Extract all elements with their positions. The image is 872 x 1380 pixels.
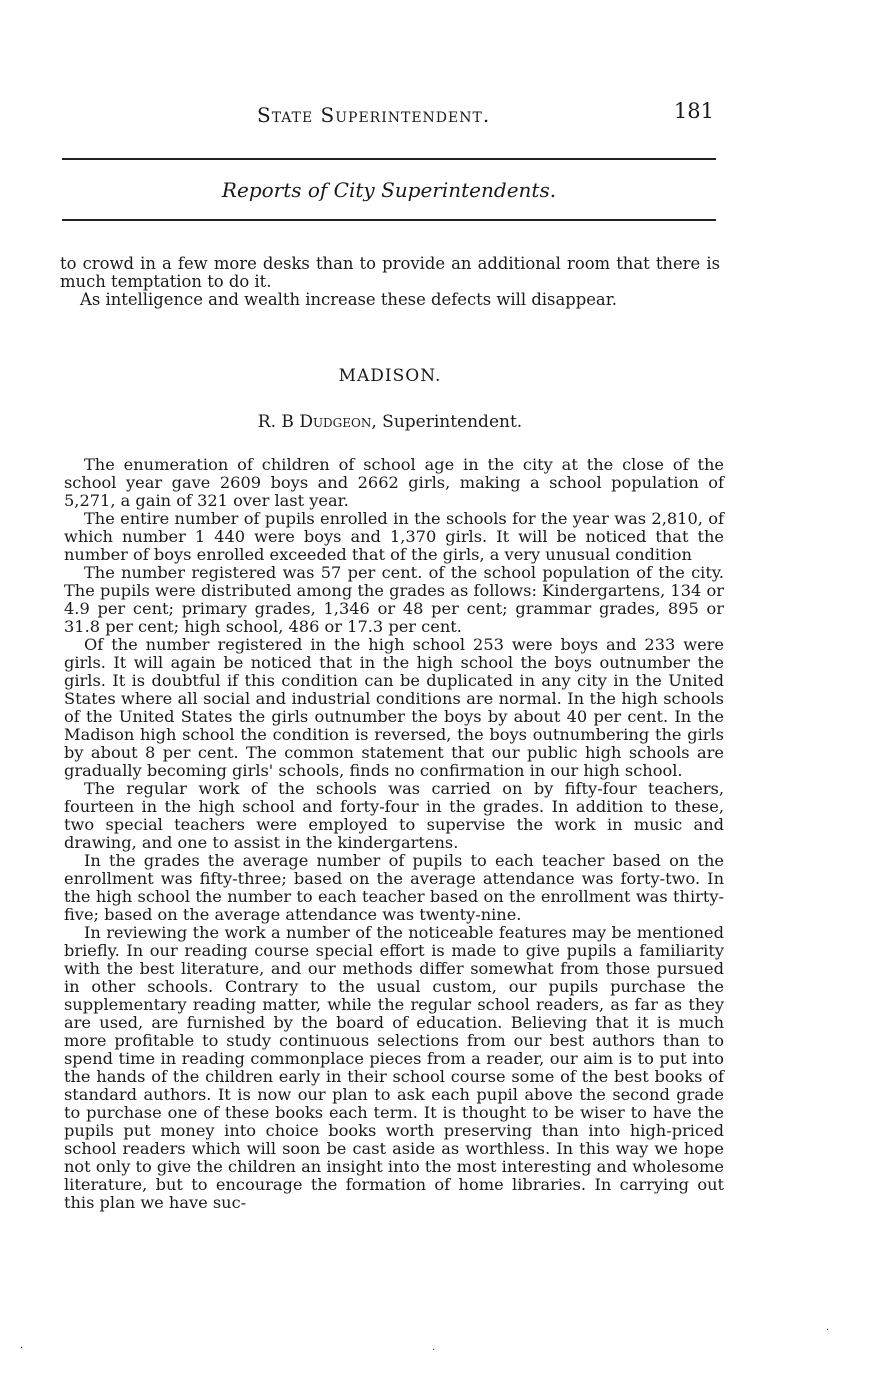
margin-speck: · xyxy=(20,1343,24,1354)
paragraph: In reviewing the work a number of the noticeable features may be mentioned briefly. In our reading course special effort is made to give pupils a familiarity with the best literature, and our methods differ somewhat from those pursued in other schools. Contrary to the usual custom, our pupils purchase the supplementary reading matter, while the regular school readers, as far as they are used, are furnished by the board of education. Believing that it is much more profitable to study continuous selections from our best authors than to spend time in reading commonplace pieces from a reader, our aim is to put into the hands of the children early in their school course some of the best books of standard authors. It is now our plan to ask each pupil above the second grade to purchase one of these books each term. It is thought to be wiser to have the pupils put money into choice books worth preserving than into high-priced school readers which will soon be cast aside as worthless. In this way we hope not only to give the children an insight into the most interesting and wholesome literature, but to encourage the formation of home libraries. In carrying out this plan we have suc- xyxy=(64,923,724,1212)
paragraph: The enumeration of children of school age in the city at the close of the school year gave 2609 boys and 2662 girls, making a school population of 5,271, a gain of 321 over last year. xyxy=(64,455,724,510)
intro-text xyxy=(60,255,720,309)
top-rule xyxy=(62,158,716,160)
running-title: State Superintendent. xyxy=(257,103,491,127)
paragraph: The number registered was 57 per cent. of the school population of the city. The pupils were distributed among the grades as follows: Kindergartens, 134 or 4.9 per cent; primary grades, 1,346 or 48 per cent; grammar grades, 895 or 31.8 per cent; high school, 486 or 17.3 per cent. xyxy=(64,563,724,636)
byline-name: Dudgeon, xyxy=(299,412,377,432)
paragraph: The regular work of the schools was carried on by fifty-four teachers, fourteen in the high school and forty-four in the grades. In addition to these, two special teachers were employed to supervise the work in music and drawing, and one to assist in the kindergartens. xyxy=(64,779,724,852)
page-number: 181 xyxy=(673,99,714,123)
intro-paragraph: to crowd in a few more desks than to provide an additional room that there is much temptation to do it. xyxy=(60,254,720,292)
city-heading: MADISON. xyxy=(338,366,442,386)
running-head xyxy=(60,99,720,129)
byline-title: Superintendent. xyxy=(376,412,523,432)
margin-speck: · xyxy=(826,1325,830,1336)
margin-speck: · xyxy=(432,1345,436,1356)
section-heading: Reports of City Superintendents. xyxy=(221,178,557,202)
byline-initials: R. B xyxy=(257,412,294,432)
paragraph: Of the number registered in the high school 253 were boys and 233 were girls. It will again be noticed that in the high school the boys outnumber the girls. It is doubtful if this condition can be duplicated in any city in the United States where all social and industrial conditions are normal. In the high schools of the United States the girls outnumber the boys by about 40 per cent. In the Madison high school the condition is reversed, the boys outnumbering the girls by about 8 per cent. The common statement that our public high schools are gradually becoming girls' schools, finds no confirmation in our high school. xyxy=(64,635,724,780)
byline xyxy=(60,412,720,432)
paragraph: The entire number of pupils enrolled in the schools for the year was 2,810, of which number 1 440 were boys and 1,370 girls. It will be noticed that the number of boys enrolled exceeded that of the girls, a very unusual condition xyxy=(64,509,724,564)
report-body xyxy=(64,456,724,1212)
intro-paragraph: As intelligence and wealth increase these defects will disappear. xyxy=(80,290,617,310)
paragraph: In the grades the average number of pupils to each teacher based on the enrollment was fifty-three; based on the average attendance was forty-two. In the high school the number to each teacher based on the enrollment was thirty-five; based on the average attendance was twenty-nine. xyxy=(64,851,724,924)
bottom-rule xyxy=(62,219,716,221)
